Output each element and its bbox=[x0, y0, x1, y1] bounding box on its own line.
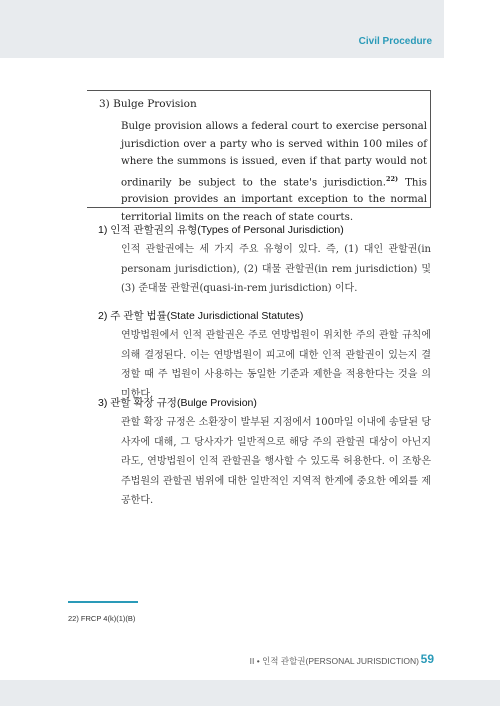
section-body-2: 연방법원에서 인적 관할권은 주로 연방법원이 위치한 주의 관할 규칙에 의해 결정된다. 이는 연방법원이 피고에 대한 인적 관할권이 있는지 결정할 때 주 법원이 사용하는 동일한 기준과 제한을 적용한다는 것을 의미한다. bbox=[121, 330, 431, 400]
section-heading-3: 3) 관할 확장 규정(Bulge Provision) bbox=[98, 397, 257, 409]
page-number: 59 bbox=[420, 652, 434, 666]
section-heading-1: 1) 인적 관할권의 유형(Types of Personal Jurisdiction) bbox=[98, 224, 344, 236]
footnote-ref[interactable]: 22) bbox=[385, 174, 399, 183]
section-heading-2: 2) 주 관할 법률(State Jurisdictional Statutes) bbox=[98, 310, 304, 322]
box-heading: 3) Bulge Provision bbox=[99, 98, 197, 110]
box-body bbox=[121, 118, 427, 226]
footer-chapter-label: II • 인적 관할권(PERSONAL JURISDICTION) bbox=[249, 656, 419, 666]
footnote-rule bbox=[68, 601, 138, 603]
section-body-3: 관할 확장 규정은 소환장이 발부된 지점에서 100마일 이내에 송달된 당사자에 대해, 그 당사자가 일반적으로 해당 주의 관할권 대상이 아닌지라도, 연방법원이 인적 관할권을 행사할 수 있도록 허용한다. 이 조항은 주법원의 관할권 범위에 대한 일반적인 지역적 한계에 중요한 예외를 제공한다. bbox=[121, 417, 431, 506]
box-body-text: Bulge provision allows a federal court to exercise personal jurisdiction over a party who is served within 100 miles of where the summons is issued, even if that party would not ordinarily be subject to the state's jurisdiction. bbox=[121, 121, 427, 188]
footer-band bbox=[0, 680, 500, 706]
running-header-title: Civil Procedure bbox=[358, 36, 432, 47]
section-body-1: 인적 관할권에는 세 가지 주요 유형이 있다. 즉, (1) 대인 관할권(in personam jurisdiction), (2) 대물 관할권(in rem jurisdiction) 및 (3) 준대물 관할권(quasi-in-rem jurisdiction) 이다. bbox=[121, 244, 431, 294]
footnote: 22) FRCP 4(k)(1)(B) bbox=[68, 614, 136, 623]
box-body-text-2: This provision provides an important exception to the normal territorial limits on the reach of state courts. bbox=[121, 176, 427, 223]
header-band bbox=[0, 0, 500, 58]
header-accent-block bbox=[444, 0, 500, 58]
